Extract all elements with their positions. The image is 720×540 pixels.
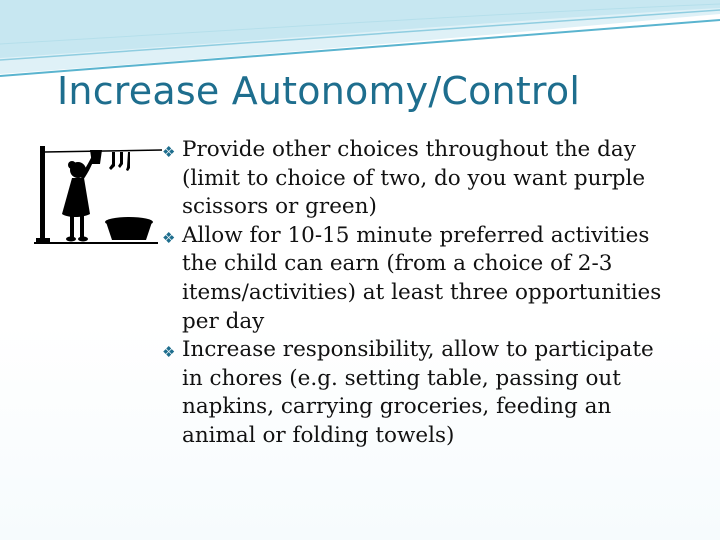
- bullet-item: [160, 336, 680, 450]
- bullet-list: [160, 136, 680, 451]
- swirl-bullet-icon: ❖: [162, 343, 176, 362]
- swirl-bullet-icon: ❖: [162, 228, 176, 247]
- bullet-text: Allow for 10-15 minute preferred activities the child can earn (from a choice of 2-3 items/activities) at least three opportunities per day: [182, 222, 662, 334]
- swirl-bullet-icon: ❖: [162, 143, 176, 161]
- bullet-item: [160, 136, 680, 222]
- bullet-item: [160, 222, 680, 336]
- bullet-text: Provide other choices throughout the day (limit to choice of two, do you want purple scissors or green): [182, 137, 646, 220]
- slide-title: Increase Autonomy/Control: [57, 69, 581, 113]
- child-hanging-laundry-silhouette: [34, 140, 162, 252]
- bullet-text: Increase responsibility, allow to participate in chores (e.g. setting table, passing out napkins, carrying groceries, feeding an animal or folding towels): [182, 337, 654, 448]
